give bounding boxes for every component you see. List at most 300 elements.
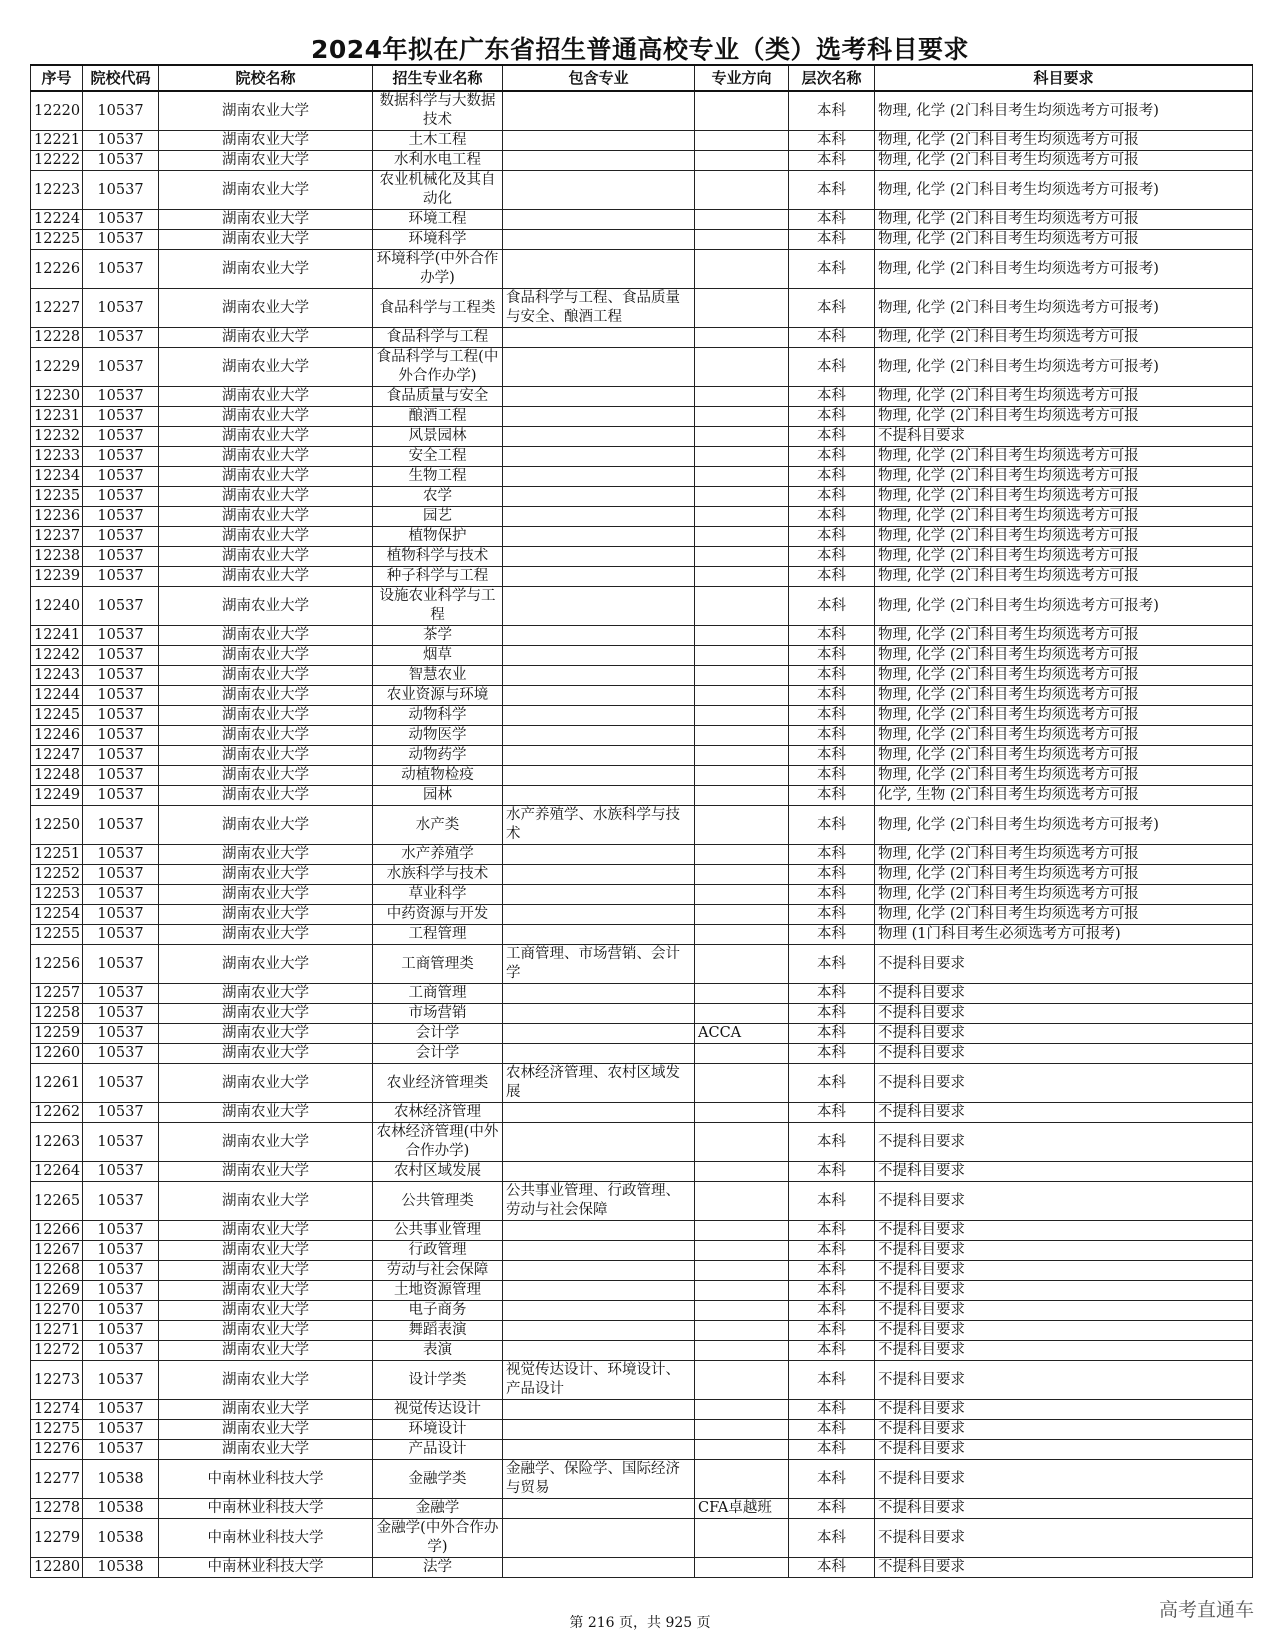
row-index: 12259 [31, 1024, 83, 1044]
school-name: 湖南农业大学 [159, 806, 373, 845]
included-majors [503, 587, 695, 626]
table-row [31, 845, 1253, 865]
major-name: 动植物检疫 [373, 766, 503, 786]
included-majors [503, 348, 695, 387]
table-row [31, 1460, 1253, 1499]
major-direction [695, 387, 789, 407]
major-direction [695, 1400, 789, 1420]
subject-requirement: 物理, 化学 (2门科目考生均须选考方可报 [875, 706, 1253, 726]
major-direction [695, 587, 789, 626]
major-direction [695, 1301, 789, 1321]
school-name: 湖南农业大学 [159, 984, 373, 1004]
table-row [31, 1400, 1253, 1420]
school-name: 湖南农业大学 [159, 1221, 373, 1241]
level-name: 本科 [789, 547, 875, 567]
included-majors [503, 925, 695, 945]
row-index: 12231 [31, 407, 83, 427]
school-name: 湖南农业大学 [159, 885, 373, 905]
requirements-table [30, 64, 1253, 1578]
major-name: 会计学 [373, 1024, 503, 1044]
major-direction [695, 686, 789, 706]
level-name: 本科 [789, 1361, 875, 1400]
major-name: 食品质量与安全 [373, 387, 503, 407]
school-code: 10537 [83, 1044, 159, 1064]
row-index: 12266 [31, 1221, 83, 1241]
school-name: 湖南农业大学 [159, 348, 373, 387]
table-row [31, 885, 1253, 905]
table-row [31, 91, 1253, 131]
major-direction [695, 885, 789, 905]
included-majors [503, 1519, 695, 1558]
major-direction [695, 447, 789, 467]
included-majors [503, 1499, 695, 1519]
row-index: 12261 [31, 1064, 83, 1103]
included-majors [503, 527, 695, 547]
row-index: 12243 [31, 666, 83, 686]
table-row [31, 726, 1253, 746]
included-majors [503, 626, 695, 646]
school-code: 10537 [83, 1182, 159, 1221]
major-name: 土木工程 [373, 131, 503, 151]
row-index: 12235 [31, 487, 83, 507]
major-name: 金融学类 [373, 1460, 503, 1499]
school-code: 10538 [83, 1460, 159, 1499]
row-index: 12273 [31, 1361, 83, 1400]
school-name: 中南林业科技大学 [159, 1519, 373, 1558]
level-name: 本科 [789, 1004, 875, 1024]
major-direction [695, 786, 789, 806]
header-direction: 专业方向 [695, 65, 789, 91]
school-code: 10537 [83, 467, 159, 487]
major-name: 农林经济管理(中外合作办学) [373, 1123, 503, 1162]
level-name: 本科 [789, 1182, 875, 1221]
included-majors [503, 91, 695, 131]
level-name: 本科 [789, 1281, 875, 1301]
major-direction [695, 1361, 789, 1400]
school-name: 湖南农业大学 [159, 1440, 373, 1460]
major-direction [695, 91, 789, 131]
row-index: 12221 [31, 131, 83, 151]
subject-requirement: 物理, 化学 (2门科目考生均须选考方可报考) [875, 289, 1253, 328]
school-name: 湖南农业大学 [159, 131, 373, 151]
included-majors [503, 726, 695, 746]
level-name: 本科 [789, 786, 875, 806]
major-name: 食品科学与工程(中外合作办学) [373, 348, 503, 387]
table-row [31, 387, 1253, 407]
major-direction [695, 1004, 789, 1024]
subject-requirement: 物理, 化学 (2门科目考生均须选考方可报考) [875, 348, 1253, 387]
school-code: 10537 [83, 507, 159, 527]
header-subject-requirements: 科目要求 [875, 65, 1253, 91]
included-majors [503, 1123, 695, 1162]
major-direction [695, 1460, 789, 1499]
row-index: 12263 [31, 1123, 83, 1162]
level-name: 本科 [789, 131, 875, 151]
header-school-code: 院校代码 [83, 65, 159, 91]
included-majors [503, 1261, 695, 1281]
school-name: 湖南农业大学 [159, 766, 373, 786]
school-name: 中南林业科技大学 [159, 1460, 373, 1499]
subject-requirement: 不提科目要求 [875, 1162, 1253, 1182]
table-row [31, 925, 1253, 945]
major-name: 环境科学 [373, 230, 503, 250]
level-name: 本科 [789, 91, 875, 131]
major-direction [695, 131, 789, 151]
included-majors [503, 1341, 695, 1361]
row-index: 12230 [31, 387, 83, 407]
table-row [31, 547, 1253, 567]
subject-requirement: 物理, 化学 (2门科目考生均须选考方可报 [875, 567, 1253, 587]
level-name: 本科 [789, 666, 875, 686]
school-code: 10537 [83, 1004, 159, 1024]
table-row [31, 567, 1253, 587]
major-name: 公共事业管理 [373, 1221, 503, 1241]
school-code: 10537 [83, 1400, 159, 1420]
level-name: 本科 [789, 1420, 875, 1440]
subject-requirement: 物理, 化学 (2门科目考生均须选考方可报考) [875, 171, 1253, 210]
school-name: 湖南农业大学 [159, 427, 373, 447]
school-code: 10537 [83, 328, 159, 348]
included-majors [503, 427, 695, 447]
subject-requirement: 物理, 化学 (2门科目考生均须选考方可报 [875, 328, 1253, 348]
school-code: 10537 [83, 151, 159, 171]
major-direction [695, 1440, 789, 1460]
subject-requirement: 不提科目要求 [875, 1558, 1253, 1578]
row-index: 12257 [31, 984, 83, 1004]
school-name: 湖南农业大学 [159, 527, 373, 547]
table-row [31, 686, 1253, 706]
major-direction [695, 1420, 789, 1440]
subject-requirement: 不提科目要求 [875, 1261, 1253, 1281]
table-row [31, 706, 1253, 726]
school-code: 10537 [83, 1361, 159, 1400]
school-code: 10538 [83, 1519, 159, 1558]
school-name: 湖南农业大学 [159, 1261, 373, 1281]
major-direction [695, 1044, 789, 1064]
level-name: 本科 [789, 328, 875, 348]
school-code: 10537 [83, 547, 159, 567]
subject-requirement: 物理, 化学 (2门科目考生均须选考方可报 [875, 387, 1253, 407]
major-name: 烟草 [373, 646, 503, 666]
row-index: 12248 [31, 766, 83, 786]
level-name: 本科 [789, 746, 875, 766]
table-row [31, 447, 1253, 467]
major-direction: CFA卓越班 [695, 1499, 789, 1519]
table-row [31, 230, 1253, 250]
school-name: 湖南农业大学 [159, 1044, 373, 1064]
subject-requirement: 物理, 化学 (2门科目考生均须选考方可报 [875, 230, 1253, 250]
row-index: 12247 [31, 746, 83, 766]
major-direction [695, 1558, 789, 1578]
level-name: 本科 [789, 1558, 875, 1578]
school-name: 湖南农业大学 [159, 1123, 373, 1162]
major-direction [695, 1123, 789, 1162]
major-direction [695, 766, 789, 786]
row-index: 12226 [31, 250, 83, 289]
major-name: 农业经济管理类 [373, 1064, 503, 1103]
school-code: 10537 [83, 348, 159, 387]
table-row [31, 626, 1253, 646]
school-code: 10537 [83, 1241, 159, 1261]
row-index: 12280 [31, 1558, 83, 1578]
included-majors: 金融学、保险学、国际经济与贸易 [503, 1460, 695, 1499]
table-row [31, 131, 1253, 151]
subject-requirement: 物理, 化学 (2门科目考生均须选考方可报考) [875, 250, 1253, 289]
school-code: 10537 [83, 250, 159, 289]
school-code: 10537 [83, 1221, 159, 1241]
included-majors [503, 1281, 695, 1301]
included-majors [503, 1301, 695, 1321]
row-index: 12238 [31, 547, 83, 567]
school-code: 10537 [83, 447, 159, 467]
subject-requirement: 不提科目要求 [875, 1221, 1253, 1241]
school-name: 湖南农业大学 [159, 447, 373, 467]
subject-requirement: 不提科目要求 [875, 1004, 1253, 1024]
subject-requirement: 不提科目要求 [875, 1341, 1253, 1361]
included-majors [503, 151, 695, 171]
subject-requirement: 不提科目要求 [875, 1182, 1253, 1221]
level-name: 本科 [789, 527, 875, 547]
table-row [31, 1558, 1253, 1578]
major-name: 环境工程 [373, 210, 503, 230]
table-header-row [31, 65, 1253, 91]
row-index: 12236 [31, 507, 83, 527]
school-code: 10537 [83, 91, 159, 131]
level-name: 本科 [789, 1221, 875, 1241]
included-majors [503, 885, 695, 905]
row-index: 12249 [31, 786, 83, 806]
row-index: 12262 [31, 1103, 83, 1123]
major-name: 农林经济管理 [373, 1103, 503, 1123]
header-included-majors: 包含专业 [503, 65, 695, 91]
row-index: 12258 [31, 1004, 83, 1024]
included-majors: 食品科学与工程、食品质量与安全、酿酒工程 [503, 289, 695, 328]
included-majors [503, 547, 695, 567]
table-row [31, 1261, 1253, 1281]
school-code: 10537 [83, 487, 159, 507]
row-index: 12275 [31, 1420, 83, 1440]
row-index: 12264 [31, 1162, 83, 1182]
school-code: 10537 [83, 984, 159, 1004]
subject-requirement: 物理, 化学 (2门科目考生均须选考方可报 [875, 646, 1253, 666]
major-direction [695, 905, 789, 925]
level-name: 本科 [789, 945, 875, 984]
major-name: 土地资源管理 [373, 1281, 503, 1301]
table-row [31, 1301, 1253, 1321]
major-direction [695, 407, 789, 427]
school-name: 湖南农业大学 [159, 666, 373, 686]
school-name: 中南林业科技大学 [159, 1558, 373, 1578]
table-row [31, 1123, 1253, 1162]
included-majors [503, 746, 695, 766]
school-code: 10537 [83, 210, 159, 230]
school-name: 湖南农业大学 [159, 210, 373, 230]
school-name: 湖南农业大学 [159, 1241, 373, 1261]
included-majors [503, 1221, 695, 1241]
school-name: 湖南农业大学 [159, 467, 373, 487]
major-name: 数据科学与大数据技术 [373, 91, 503, 131]
school-code: 10537 [83, 131, 159, 151]
table-row [31, 348, 1253, 387]
subject-requirement: 不提科目要求 [875, 1301, 1253, 1321]
row-index: 12222 [31, 151, 83, 171]
row-index: 12278 [31, 1499, 83, 1519]
school-code: 10537 [83, 686, 159, 706]
major-direction [695, 210, 789, 230]
included-majors [503, 905, 695, 925]
school-code: 10537 [83, 1162, 159, 1182]
row-index: 12269 [31, 1281, 83, 1301]
level-name: 本科 [789, 925, 875, 945]
subject-requirement: 物理, 化学 (2门科目考生均须选考方可报 [875, 666, 1253, 686]
row-index: 12227 [31, 289, 83, 328]
major-direction [695, 1281, 789, 1301]
major-direction [695, 746, 789, 766]
school-code: 10537 [83, 726, 159, 746]
subject-requirement: 物理 (1门科目考生必须选考方可报考) [875, 925, 1253, 945]
school-code: 10537 [83, 1341, 159, 1361]
included-majors [503, 250, 695, 289]
subject-requirement: 物理, 化学 (2门科目考生均须选考方可报 [875, 507, 1253, 527]
subject-requirement: 不提科目要求 [875, 1420, 1253, 1440]
major-name: 水产养殖学 [373, 845, 503, 865]
row-index: 12255 [31, 925, 83, 945]
major-name: 表演 [373, 1341, 503, 1361]
school-name: 湖南农业大学 [159, 1182, 373, 1221]
school-code: 10537 [83, 1420, 159, 1440]
included-majors [503, 567, 695, 587]
school-name: 湖南农业大学 [159, 250, 373, 289]
included-majors [503, 447, 695, 467]
major-direction [695, 171, 789, 210]
row-index: 12228 [31, 328, 83, 348]
major-name: 工程管理 [373, 925, 503, 945]
major-direction [695, 845, 789, 865]
school-code: 10537 [83, 885, 159, 905]
level-name: 本科 [789, 706, 875, 726]
major-name: 风景园林 [373, 427, 503, 447]
school-name: 湖南农业大学 [159, 567, 373, 587]
major-direction [695, 1182, 789, 1221]
table-row [31, 407, 1253, 427]
subject-requirement: 不提科目要求 [875, 1103, 1253, 1123]
major-name: 种子科学与工程 [373, 567, 503, 587]
level-name: 本科 [789, 151, 875, 171]
major-name: 环境设计 [373, 1420, 503, 1440]
row-index: 12229 [31, 348, 83, 387]
major-direction [695, 289, 789, 328]
major-name: 金融学 [373, 1499, 503, 1519]
major-name: 农业资源与环境 [373, 686, 503, 706]
major-name: 农村区域发展 [373, 1162, 503, 1182]
included-majors [503, 646, 695, 666]
included-majors [503, 666, 695, 686]
school-code: 10537 [83, 230, 159, 250]
level-name: 本科 [789, 171, 875, 210]
school-code: 10537 [83, 666, 159, 686]
school-name: 湖南农业大学 [159, 547, 373, 567]
school-name: 湖南农业大学 [159, 746, 373, 766]
major-name: 动物科学 [373, 706, 503, 726]
subject-requirement: 物理, 化学 (2门科目考生均须选考方可报考) [875, 91, 1253, 131]
level-name: 本科 [789, 1103, 875, 1123]
table-row [31, 666, 1253, 686]
subject-requirement: 物理, 化学 (2门科目考生均须选考方可报 [875, 686, 1253, 706]
level-name: 本科 [789, 1321, 875, 1341]
subject-requirement: 物理, 化学 (2门科目考生均须选考方可报 [875, 447, 1253, 467]
subject-requirement: 物理, 化学 (2门科目考生均须选考方可报 [875, 527, 1253, 547]
level-name: 本科 [789, 1301, 875, 1321]
level-name: 本科 [789, 250, 875, 289]
major-name: 动物医学 [373, 726, 503, 746]
row-index: 12240 [31, 587, 83, 626]
subject-requirement: 物理, 化学 (2门科目考生均须选考方可报 [875, 885, 1253, 905]
level-name: 本科 [789, 1519, 875, 1558]
school-name: 湖南农业大学 [159, 706, 373, 726]
level-name: 本科 [789, 1241, 875, 1261]
subject-requirement: 物理, 化学 (2门科目考生均须选考方可报 [875, 151, 1253, 171]
school-name: 湖南农业大学 [159, 91, 373, 131]
major-name: 水利水电工程 [373, 151, 503, 171]
included-majors [503, 1162, 695, 1182]
row-index: 12234 [31, 467, 83, 487]
level-name: 本科 [789, 865, 875, 885]
subject-requirement: 物理, 化学 (2门科目考生均须选考方可报 [875, 407, 1253, 427]
included-majors [503, 1044, 695, 1064]
table-row [31, 646, 1253, 666]
row-index: 12279 [31, 1519, 83, 1558]
major-name: 设计学类 [373, 1361, 503, 1400]
subject-requirement: 不提科目要求 [875, 984, 1253, 1004]
school-name: 湖南农业大学 [159, 1361, 373, 1400]
level-name: 本科 [789, 210, 875, 230]
included-majors [503, 467, 695, 487]
school-name: 湖南农业大学 [159, 1162, 373, 1182]
table-body [31, 91, 1253, 1578]
school-code: 10537 [83, 845, 159, 865]
major-direction [695, 806, 789, 845]
subject-requirement: 物理, 化学 (2门科目考生均须选考方可报 [875, 905, 1253, 925]
table-row [31, 746, 1253, 766]
subject-requirement: 物理, 化学 (2门科目考生均须选考方可报 [875, 131, 1253, 151]
school-code: 10537 [83, 427, 159, 447]
row-index: 12267 [31, 1241, 83, 1261]
level-name: 本科 [789, 766, 875, 786]
row-index: 12268 [31, 1261, 83, 1281]
table-row [31, 1281, 1253, 1301]
table-row [31, 945, 1253, 984]
school-code: 10537 [83, 387, 159, 407]
subject-requirement: 不提科目要求 [875, 1321, 1253, 1341]
major-name: 智慧农业 [373, 666, 503, 686]
major-name: 酿酒工程 [373, 407, 503, 427]
included-majors [503, 706, 695, 726]
school-code: 10537 [83, 766, 159, 786]
row-index: 12271 [31, 1321, 83, 1341]
major-direction [695, 427, 789, 447]
level-name: 本科 [789, 467, 875, 487]
table-row [31, 507, 1253, 527]
subject-requirement: 物理, 化学 (2门科目考生均须选考方可报 [875, 210, 1253, 230]
school-code: 10537 [83, 1281, 159, 1301]
level-name: 本科 [789, 646, 875, 666]
school-name: 湖南农业大学 [159, 845, 373, 865]
subject-requirement: 不提科目要求 [875, 1241, 1253, 1261]
included-majors [503, 1420, 695, 1440]
row-index: 12250 [31, 806, 83, 845]
table-row [31, 905, 1253, 925]
major-direction [695, 1241, 789, 1261]
